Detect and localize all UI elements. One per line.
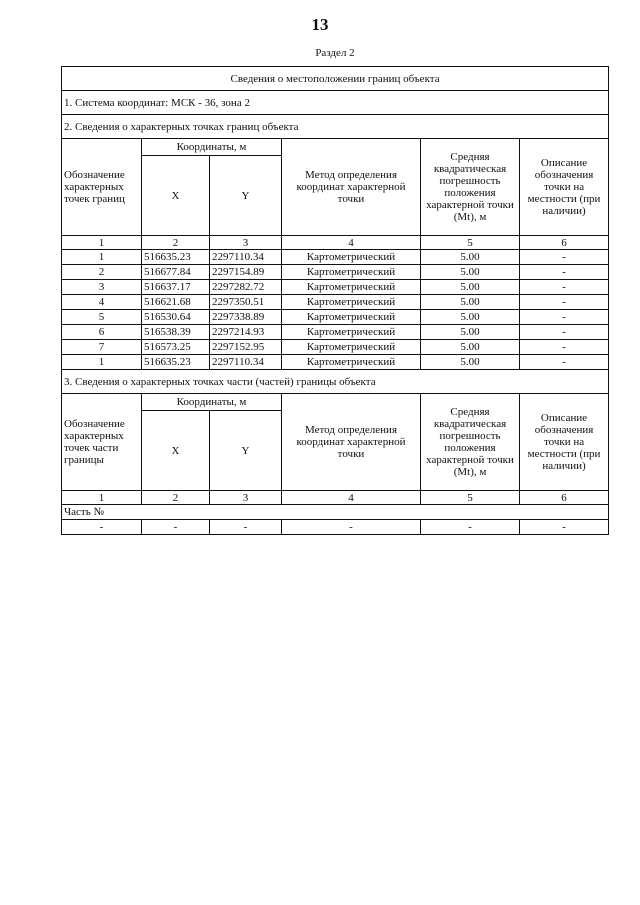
col-accuracy-header-part: Средняя квадратическая погрешность положения характерной точки (Mt), м — [421, 394, 520, 491]
accuracy-cell: 5.00 — [421, 295, 520, 310]
point-number-cell: 5 — [62, 310, 142, 325]
y-coordinate-cell: 2297214.93 — [210, 325, 282, 340]
col-x-header-part: X — [142, 411, 210, 491]
description-cell: - — [520, 250, 609, 265]
table-row — [62, 325, 609, 340]
column-number-cell: 6 — [520, 491, 609, 505]
column-number-cell: 6 — [520, 236, 609, 250]
col-designation-header: Обозначение характерных точек границ — [62, 139, 142, 236]
accuracy-cell: 5.00 — [421, 325, 520, 340]
description-cell: - — [520, 355, 609, 370]
table-row — [62, 280, 609, 295]
column-number-cell: 4 — [282, 491, 421, 505]
accuracy-cell: 5.00 — [421, 340, 520, 355]
col-x-header: X — [142, 156, 210, 236]
point-number-cell: 2 — [62, 265, 142, 280]
column-number-cell: 3 — [210, 491, 282, 505]
col-coords-header-part: Координаты, м — [142, 394, 282, 411]
column-number-cell: 5 — [421, 236, 520, 250]
accuracy-cell: 5.00 — [421, 280, 520, 295]
method-cell: Картометрический — [282, 355, 421, 370]
x-coordinate-cell: 516621.68 — [142, 295, 210, 310]
description-cell: - — [520, 340, 609, 355]
part-label: Часть № — [62, 505, 609, 520]
table-title: Сведения о местоположении границ объекта — [62, 67, 609, 91]
x-coordinate-cell: 516635.23 — [142, 250, 210, 265]
y-coordinate-cell: 2297350.51 — [210, 295, 282, 310]
table-row — [62, 310, 609, 325]
description-cell: - — [520, 265, 609, 280]
point-number-cell: 3 — [62, 280, 142, 295]
accuracy-cell: 5.00 — [421, 310, 520, 325]
accuracy-cell: 5.00 — [421, 355, 520, 370]
empty-cell: - — [62, 520, 142, 535]
y-coordinate-cell: 2297338.89 — [210, 310, 282, 325]
y-coordinate-cell: 2297154.89 — [210, 265, 282, 280]
table-row — [62, 355, 609, 370]
col-method-header-part: Метод определения координат характерной точки — [282, 394, 421, 491]
section-label: Раздел 2 — [315, 47, 355, 59]
description-cell: - — [520, 310, 609, 325]
accuracy-cell: 5.00 — [421, 250, 520, 265]
x-coordinate-cell: 516637.17 — [142, 280, 210, 295]
section2-rows — [62, 250, 609, 370]
col-y-header-part: Y — [210, 411, 282, 491]
method-cell: Картометрический — [282, 250, 421, 265]
empty-cell: - — [520, 520, 609, 535]
column-number-cell: 1 — [62, 236, 142, 250]
method-cell: Картометрический — [282, 265, 421, 280]
col-description-header-part: Описание обозначения точки на местности (при наличии) — [520, 394, 609, 491]
table-row — [62, 295, 609, 310]
x-coordinate-cell: 516677.84 — [142, 265, 210, 280]
col-coords-header: Координаты, м — [142, 139, 282, 156]
page-number: 13 — [311, 15, 329, 34]
point-number-cell: 6 — [62, 325, 142, 340]
coord-system: 1. Система координат: МСК - 36, зона 2 — [62, 91, 609, 115]
column-number-cell: 4 — [282, 236, 421, 250]
column-number-cell: 3 — [210, 236, 282, 250]
column-number-cell: 2 — [142, 491, 210, 505]
column-number-cell: 5 — [421, 491, 520, 505]
method-cell: Картометрический — [282, 280, 421, 295]
description-cell: - — [520, 295, 609, 310]
method-cell: Картометрический — [282, 295, 421, 310]
method-cell: Картометрический — [282, 325, 421, 340]
column-numbers-row-part — [62, 491, 609, 505]
part-empty-row — [62, 520, 609, 535]
empty-cell: - — [282, 520, 421, 535]
y-coordinate-cell: 2297282.72 — [210, 280, 282, 295]
y-coordinate-cell: 2297110.34 — [210, 355, 282, 370]
point-number-cell: 4 — [62, 295, 142, 310]
column-number-cell: 1 — [62, 491, 142, 505]
description-cell: - — [520, 280, 609, 295]
col-y-header: Y — [210, 156, 282, 236]
empty-cell: - — [142, 520, 210, 535]
col-designation-header-part: Обозначение характерных точек части границы — [62, 394, 142, 491]
coordinates-table — [61, 66, 609, 535]
accuracy-cell: 5.00 — [421, 265, 520, 280]
y-coordinate-cell: 2297110.34 — [210, 250, 282, 265]
x-coordinate-cell: 516538.39 — [142, 325, 210, 340]
description-cell: - — [520, 325, 609, 340]
method-cell: Картометрический — [282, 340, 421, 355]
section3-heading: 3. Сведения о характерных точках части (частей) границы объекта — [62, 370, 609, 394]
point-number-cell: 7 — [62, 340, 142, 355]
col-accuracy-header: Средняя квадратическая погрешность положения характерной точки (Mt), м — [421, 139, 520, 236]
column-numbers-row — [62, 236, 609, 250]
section2-heading: 2. Сведения о характерных точках границ объекта — [62, 115, 609, 139]
table-row — [62, 265, 609, 280]
x-coordinate-cell: 516635.23 — [142, 355, 210, 370]
method-cell: Картометрический — [282, 310, 421, 325]
column-number-cell: 2 — [142, 236, 210, 250]
x-coordinate-cell: 516573.25 — [142, 340, 210, 355]
col-method-header: Метод определения координат характерной точки — [282, 139, 421, 236]
point-number-cell: 1 — [62, 355, 142, 370]
empty-cell: - — [210, 520, 282, 535]
table-row — [62, 340, 609, 355]
table-row — [62, 250, 609, 265]
x-coordinate-cell: 516530.64 — [142, 310, 210, 325]
point-number-cell: 1 — [62, 250, 142, 265]
empty-cell: - — [421, 520, 520, 535]
y-coordinate-cell: 2297152.95 — [210, 340, 282, 355]
col-description-header: Описание обозначения точки на местности (при наличии) — [520, 139, 609, 236]
